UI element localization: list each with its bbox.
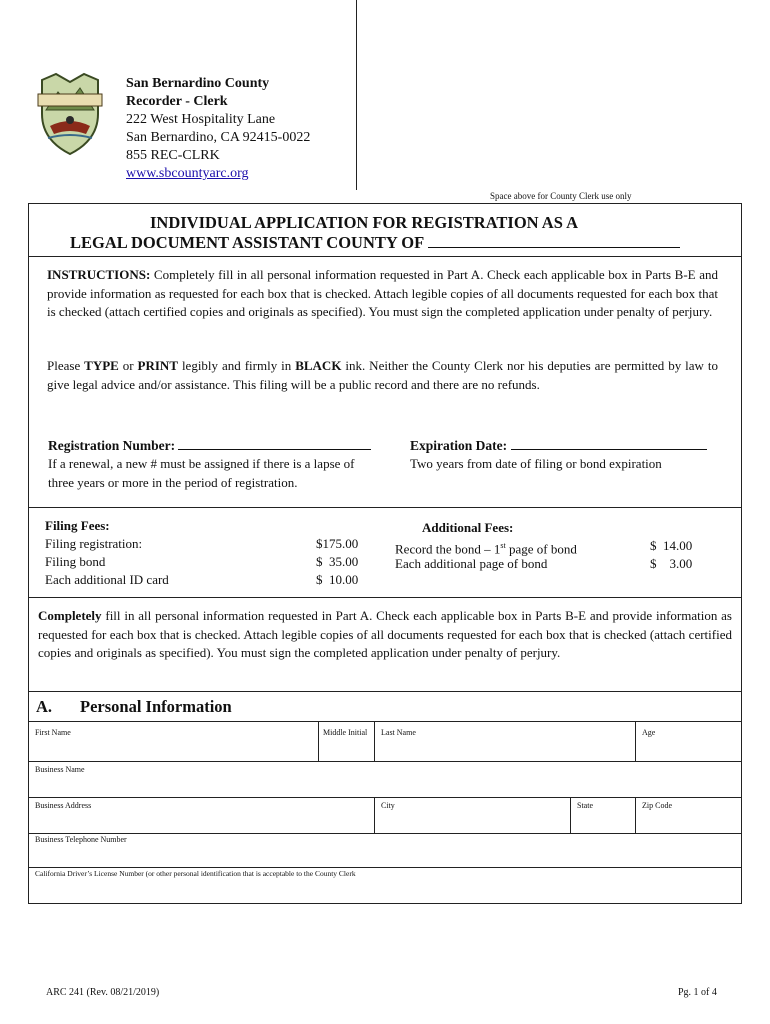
completion-note: Completely fill in all personal information requested in Part A. Check each applicable box in Parts B-E and provide information as requested for each box that is checked. Attach legible copies of all documents requested for each box that is checked (attach certified copies and originals as specified). You must sign the completed application under penalty of perjury.	[38, 608, 732, 660]
state-field[interactable]	[571, 798, 635, 833]
registration-number-label: Registration Number:	[48, 438, 176, 453]
zip-code-label: Zip Code	[642, 801, 672, 810]
filing-fee-amount: $175.00	[316, 536, 359, 551]
additional-fee-item: Each additional page of bond	[395, 556, 548, 571]
filing-fees-label: Filing Fees:	[45, 518, 110, 533]
first-name-label: First Name	[35, 728, 71, 737]
page-number: Pg. 1 of 4	[678, 987, 717, 998]
middle-initial-label: Middle Initial	[323, 728, 368, 737]
additional-fees-label: Additional Fees:	[422, 520, 514, 535]
business-name-label: Business Name	[35, 765, 85, 774]
expiration-date-field	[410, 437, 707, 454]
registration-divider	[28, 507, 741, 508]
first-name-field[interactable]	[28, 722, 318, 761]
black-emphasis: BLACK	[295, 358, 342, 373]
form-title-line2	[70, 233, 680, 253]
last-name-field[interactable]	[375, 722, 635, 761]
section-a-letter: A.	[36, 697, 53, 716]
ink-instructions: Please TYPE or PRINT legibly and firmly in BLACK ink. Neither the County Clerk nor his deputies are permitted by law to give legal advice and/or assistance. This filing will be a public record and there are no refunds.	[47, 358, 718, 392]
instructions-paragraph	[47, 266, 718, 322]
filing-fee-amount: $ 35.00	[316, 554, 359, 569]
expiration-date-blank[interactable]	[511, 437, 707, 450]
form-title-line1: INDIVIDUAL APPLICATION FOR REGISTRATION AS A	[150, 213, 579, 232]
middle-initial-field[interactable]	[319, 722, 374, 761]
office-title: Recorder - Clerk	[126, 94, 228, 109]
county-seal-icon	[36, 70, 104, 156]
state-label: State	[577, 801, 593, 810]
form-title-prefix: LEGAL DOCUMENT ASSISTANT COUNTY OF	[70, 233, 424, 252]
business-address-label: Business Address	[35, 801, 92, 810]
business-phone-label: Business Telephone Number	[35, 835, 127, 844]
filing-fee-amount: $ 10.00	[316, 572, 359, 587]
type-emphasis: TYPE	[84, 358, 119, 373]
website-link[interactable]: www.sbcountyarc.org	[126, 166, 249, 181]
county-blank[interactable]	[428, 233, 680, 248]
drivers-license-field[interactable]	[28, 868, 740, 902]
instructions-text: Completely fill in all personal information requested in Part A. Check each applicable box in Parts B-E and provide information as requested for each box that is checked. Attach legible copies of all documents requested for each box that is checked (attach certified copies and originals as specified). You must sign the completed application under penalty of perjury.	[47, 267, 718, 319]
expiration-note: Two years from date of filing or bond expiration	[410, 456, 662, 471]
filing-fee-item: Filing bond	[45, 554, 106, 569]
last-name-label: Last Name	[381, 728, 416, 737]
city-label: City	[381, 801, 395, 810]
additional-fee-amount: $ 14.00	[650, 538, 693, 553]
business-name-field[interactable]	[28, 762, 740, 797]
space-note: Space above for County Clerk use only	[490, 191, 632, 201]
registration-note: If a renewal, a new # must be assigned if there is a lapse of three years or more in the period of registration.	[48, 456, 355, 490]
note-divider	[28, 691, 741, 692]
registration-number-blank[interactable]	[178, 437, 371, 450]
street-address: 222 West Hospitality Lane	[126, 112, 276, 127]
filing-fee-item: Filing registration:	[45, 536, 143, 551]
city-field[interactable]	[375, 798, 570, 833]
age-field[interactable]	[636, 722, 740, 761]
business-address-field[interactable]	[28, 798, 374, 833]
additional-fee-item: Record the bond – 1st page of bond	[395, 541, 577, 557]
office-name: San Bernardino County	[126, 76, 270, 91]
phone-number: 855 REC-CLRK	[126, 148, 220, 163]
form-id: ARC 241 (Rev. 08/21/2019)	[46, 987, 160, 998]
instructions-label: INSTRUCTIONS:	[47, 267, 151, 282]
city-line: San Bernardino, CA 92415-0022	[126, 130, 311, 145]
title-divider	[28, 256, 741, 257]
registration-number-field	[48, 437, 371, 454]
drivers-license-label: California Driver’s License Number (or other personal identification that is acceptable to the County Clerk	[35, 869, 356, 878]
additional-fee-amount: $ 3.00	[650, 556, 693, 571]
print-emphasis: PRINT	[137, 358, 178, 373]
age-label: Age	[642, 728, 656, 737]
fees-divider	[28, 597, 741, 598]
expiration-date-label: Expiration Date:	[410, 438, 508, 453]
header-divider	[356, 0, 357, 190]
section-a-title: Personal Information	[80, 697, 232, 716]
filing-fee-item: Each additional ID card	[45, 572, 169, 587]
zip-code-field[interactable]	[636, 798, 740, 833]
business-phone-field[interactable]	[28, 834, 740, 867]
